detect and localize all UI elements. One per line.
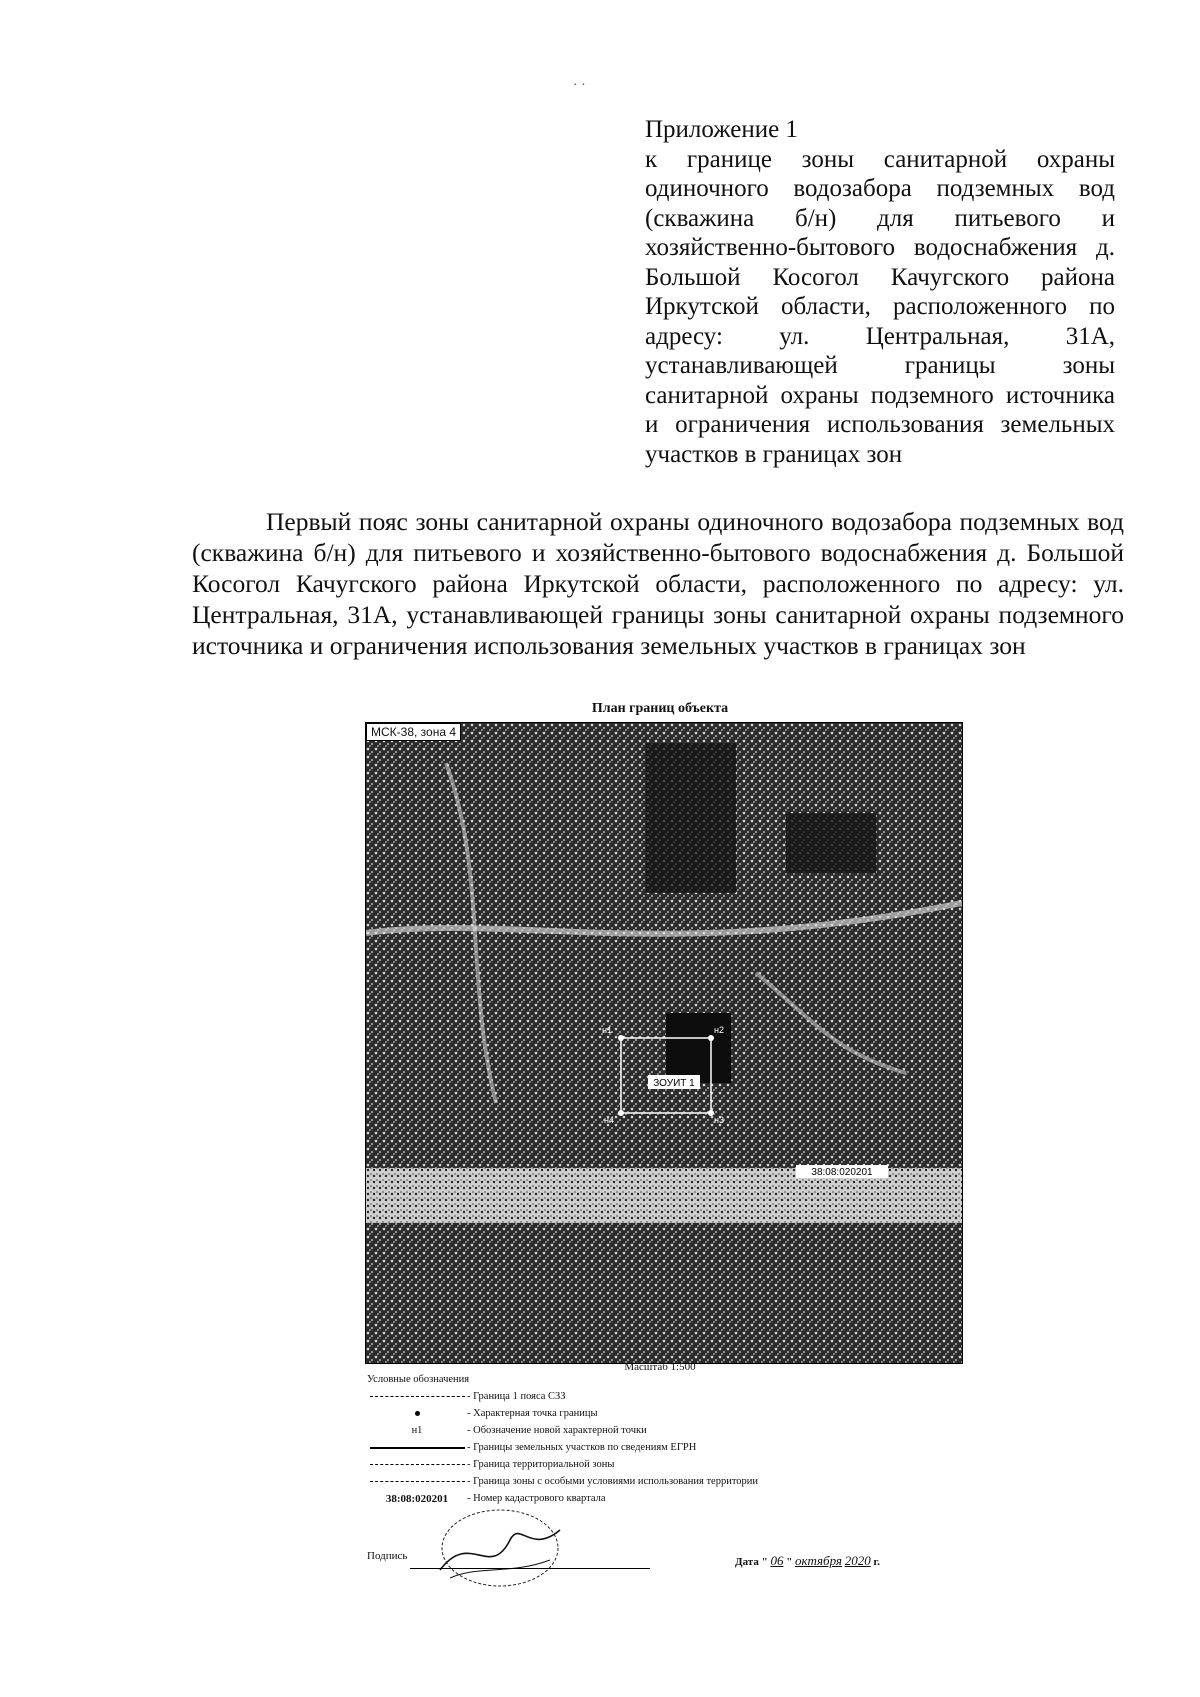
zone-label: ЗОУИТ 1 bbox=[653, 1078, 695, 1089]
coordinate-system-label: МСК-38, зона 4 bbox=[366, 723, 461, 741]
point-label-n2: н2 bbox=[714, 1025, 724, 1035]
scan-artifact: · · bbox=[573, 78, 586, 93]
dashed-line-symbol bbox=[370, 1481, 465, 1482]
date-day: 06 bbox=[770, 1553, 784, 1568]
new-point-symbol: н1 bbox=[411, 1425, 423, 1436]
point-symbol bbox=[415, 1411, 420, 1416]
date-month: октября bbox=[795, 1553, 842, 1568]
legend-row: - Граница 1 пояса СЗЗ bbox=[367, 1388, 927, 1405]
cadastral-symbol: 38:08:020201 bbox=[385, 1492, 449, 1505]
aerial-map bbox=[365, 722, 963, 1364]
signature-label: Подпись bbox=[367, 1550, 408, 1562]
cadastral-label: 38:08:020201 bbox=[811, 1167, 873, 1178]
date-field: Дата " 06 " октября 2020 г. bbox=[735, 1553, 880, 1568]
map-scale: Масштаб 1:500 bbox=[624, 1361, 696, 1373]
signature-line bbox=[410, 1568, 650, 1569]
aerial-photo bbox=[366, 723, 962, 1363]
legend-row: н1 - Обозначение новой характерной точки bbox=[367, 1422, 927, 1439]
point-label-n3: н3 bbox=[714, 1115, 724, 1125]
solid-line-symbol bbox=[370, 1447, 465, 1449]
date-year: 2020 bbox=[844, 1553, 871, 1568]
appendix-header bbox=[645, 115, 1115, 469]
zone-description-paragraph: Первый пояс зоны санитарной охраны одиночного водозабора подземных вод (скважина б/н) для питьевого и хозяйственно-бытового водоснабжения д. Большой Косогол Качугского района Иркутской области, расположенного по адресу: ул. Центральная, 31А, устанавливающей границы зоны санитарной охраны подземного источника и ограничения использования земельных участков в границах зон bbox=[192, 507, 1124, 660]
legend bbox=[367, 1374, 927, 1507]
legend-title: Условные обозначения bbox=[367, 1374, 470, 1385]
dashed-line-symbol bbox=[370, 1396, 465, 1397]
legend-row: - Граница зоны с особыми условиями использования территории bbox=[367, 1473, 927, 1490]
legend-row: - Характерная точка границы bbox=[367, 1405, 927, 1422]
legend-row: - Границы земельных участков по сведениям ЕГРН bbox=[367, 1439, 927, 1456]
map-title: План границ объекта bbox=[591, 701, 729, 716]
appendix-caption: к границе зоны санитарной охраны одиночного водозабора подземных вод (скважина б/н) для питьевого и хозяйственно-бытового водоснабжения д. Большой Косогол Качугского района Иркутской области, расположенного по адресу: ул. Центральная, 31А, устанавливающей границы зоны санитарной охраны подземного источника и ограничения использования земельных участков в границах зон bbox=[645, 145, 1115, 468]
dashed-line-symbol bbox=[370, 1464, 465, 1465]
appendix-title: Приложение 1 bbox=[645, 116, 798, 143]
point-label-n4: н4 bbox=[604, 1115, 614, 1125]
stamp-and-signature bbox=[430, 1500, 570, 1590]
legend-row: 38:08:020201 - Номер кадастрового квартала bbox=[367, 1490, 927, 1507]
legend-row: - Граница территориальной зоны bbox=[367, 1456, 927, 1473]
point-label-n1: н1 bbox=[602, 1025, 612, 1035]
